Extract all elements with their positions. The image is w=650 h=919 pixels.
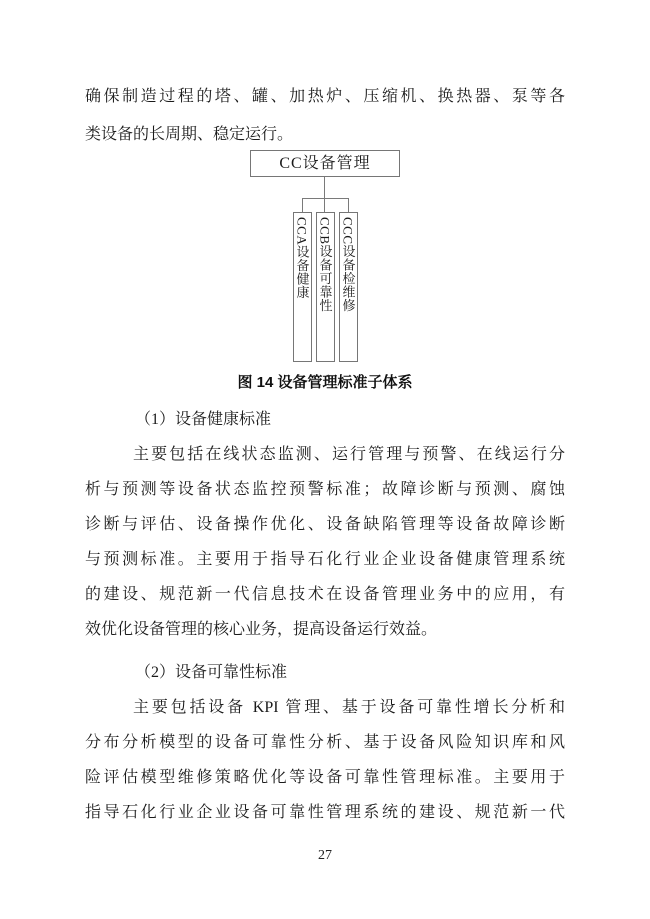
connector-line [302,198,303,212]
text-line: 分布分析模型的设备可靠性分析、基于设备风险知识库和风 [85,734,565,751]
text-line: 效优化设备管理的核心业务，提高设备运行效益。 [85,621,438,638]
page-number: 27 [318,848,332,863]
connector-line [302,198,349,199]
text-line: 主要包括设备 KPI 管理、基于设备可靠性增长分析和 [133,699,565,716]
equipment-management-diagram [250,150,400,364]
text-line: 析与预测等设备状态监控预警标准；故障诊断与预测、腐蚀 [85,481,565,498]
diagram-child-box-reliability: CCB设备可靠性 [316,212,335,362]
text-line: 确保制造过程的塔、罐、加热炉、压缩机、换热器、泵等各 [85,88,565,105]
section-2-paragraph [85,690,565,830]
section-2-heading: （2）设备可靠性标准 [135,664,288,681]
section-1-paragraph [85,437,565,647]
text-line: 指导石化行业企业设备可靠性管理系统的建设、规范新一代 [85,804,565,821]
connector-line [324,198,325,212]
text-line: 诊断与评估、设备操作优化、设备缺陷管理等设备故障诊断 [85,516,565,533]
connector-line [324,177,325,198]
connector-line [348,198,349,212]
intro-paragraph [85,78,565,154]
text-line: 的建设、规范新一代信息技术在设备管理业务中的应用，有 [85,586,565,603]
text-line: 与预测标准。主要用于指导石化行业企业设备健康管理系统 [85,551,565,568]
diagram-root-box: CC设备管理 [250,150,400,177]
text-line: 主要包括在线状态监测、运行管理与预警、在线运行分 [133,446,565,463]
text-line: 险评估模型维修策略优化等设备可靠性管理标准。主要用于 [85,769,565,786]
text-line: 类设备的长周期、稳定运行。 [85,126,294,143]
figure-caption: 图 14 设备管理标准子体系 [237,374,413,391]
diagram-child-box-maintenance: CCC设备检维修 [339,212,358,362]
diagram-child-box-health: CCA设备健康 [293,212,312,362]
diagram-children-row [250,212,400,362]
section-1-heading: （1）设备健康标准 [135,411,272,428]
